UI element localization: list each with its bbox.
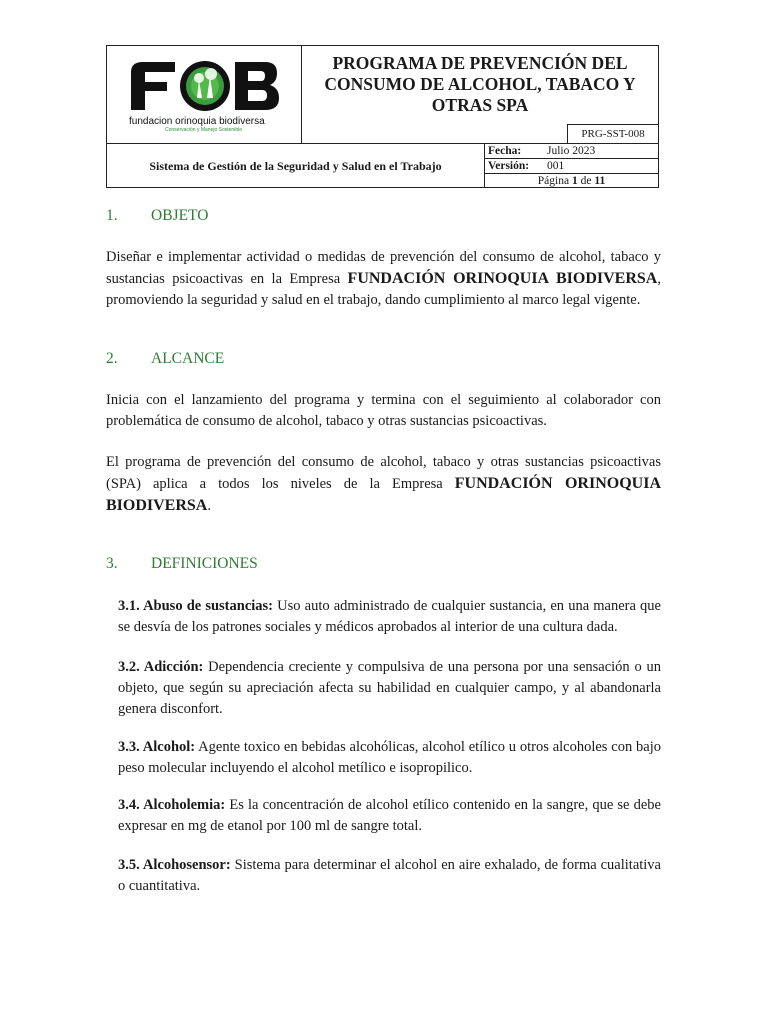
- section-title: DEFINICIONES: [151, 555, 258, 572]
- definition-term: 3.4. Alcoholemia:: [118, 797, 226, 813]
- definition-term: 3.2. Adicción:: [118, 659, 204, 675]
- date-value: Julio 2023: [547, 145, 596, 157]
- definition-item: [118, 855, 661, 897]
- document-title: [302, 46, 658, 124]
- text-run: El programa de prevención del consumo de alcohol, tabaco y otras sustancias psicoactivas (SPA) aplica a todos los niveles de la Empresa: [106, 454, 661, 492]
- logo-name: fundacion orinoquia biodiversa: [129, 116, 265, 127]
- alcance-paragraph-1: Inicia con el lanzamiento del programa y termina con el seguimiento al colaborador con problemática de consumo de alcohol, tabaco y otras sustancias psicoactivas.: [106, 392, 661, 429]
- organization-logo: [127, 58, 283, 133]
- version-row: [485, 158, 658, 173]
- page-total: 11: [594, 175, 606, 187]
- page-of: de: [580, 175, 592, 187]
- section-heading-definiciones: [106, 555, 258, 573]
- page-current: 1: [571, 175, 578, 187]
- organization-name: FUNDACIÓN ORINOQUIA BIODIVERSA: [106, 475, 661, 514]
- version-label: Versión:: [488, 160, 530, 172]
- page-prefix: Página: [537, 175, 570, 187]
- text-run: Diseñar e implementar actividad o medidas de prevención del consumo de alcohol, tabaco y sustancias psicoactivas en la Empresa: [106, 249, 661, 287]
- section-heading-alcance: [106, 350, 224, 368]
- date-label: Fecha:: [488, 145, 522, 157]
- organization-name: FUNDACIÓN ORINOQUIA BIODIVERSA: [347, 270, 658, 287]
- version-value: 001: [547, 160, 565, 172]
- logo-tagline: Conservación y Manejo Sostenible: [165, 127, 242, 133]
- title-line-1: PROGRAMA DE PREVENCIÓN DEL: [332, 53, 628, 73]
- title-line-3: OTRAS SPA: [431, 95, 529, 115]
- objeto-paragraph: [106, 247, 661, 311]
- management-system-label: Sistema de Gestión de la Seguridad y Salud en el Trabajo: [107, 144, 485, 188]
- definition-item: [118, 737, 661, 779]
- date-row: [485, 144, 658, 158]
- section-title: ALCANCE: [151, 350, 225, 367]
- document-header: [106, 45, 659, 188]
- document-metadata: [485, 144, 658, 188]
- definition-item: [118, 596, 661, 638]
- section-number: 3.: [106, 555, 118, 572]
- text-run: , promoviendo la seguridad y salud en el trabajo, dando cumplimiento al marco legal vigente.: [106, 271, 661, 308]
- logo-cell: [107, 46, 302, 143]
- definition-text: Uso auto administrado de cualquier sustancia, en una manera que se desvía de los patrones sociales y médicos aprobados al interior de una cultura dada.: [118, 598, 661, 635]
- definition-text: Sistema para determinar el alcohol en aire exhalado, de forma cualitativa o cuantitativa.: [118, 857, 661, 894]
- section-number: 1.: [106, 207, 118, 224]
- definition-term: 3.1. Abuso de sustancias:: [118, 598, 274, 614]
- definition-text: Agente toxico en bebidas alcohólicas, alcohol etílico u otros alcoholes con bajo peso molecular incluyendo el alcohol metílico e isopropilico.: [118, 739, 661, 776]
- definition-text: Es la concentración de alcohol etílico contenido en la sangre, que se debe expresar en mg de etanol por 100 ml de sangre total.: [118, 797, 661, 834]
- title-line-2: CONSUMO DE ALCOHOL, TABACO Y: [324, 74, 636, 94]
- document-code: PRG-SST-008: [567, 124, 658, 143]
- text-run: .: [207, 498, 211, 514]
- definition-term: 3.3. Alcohol:: [118, 739, 196, 755]
- definition-term: 3.5. Alcohosensor:: [118, 857, 231, 873]
- definition-item: [118, 657, 661, 720]
- definition-text: Dependencia creciente y compulsiva de una persona por una sensación o un objeto, que según su apreciación afecta su habilidad en cualquier campo, y al abandonarla genera disconfort.: [118, 659, 662, 717]
- page-row: [485, 173, 658, 188]
- alcance-paragraph-2: [106, 452, 661, 517]
- section-heading-objeto: [106, 207, 208, 225]
- section-number: 2.: [106, 350, 118, 367]
- section-title: OBJETO: [151, 207, 209, 224]
- definition-item: [118, 795, 661, 837]
